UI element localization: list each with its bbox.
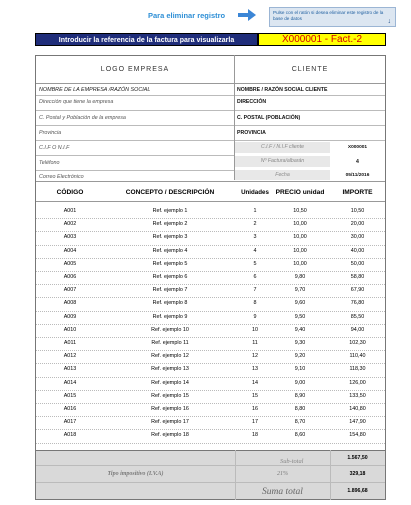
- cell-importe: 110,40: [349, 353, 366, 360]
- cell-codigo: A014: [63, 379, 77, 386]
- header-rule: [36, 201, 385, 202]
- cell-codigo: A012: [63, 353, 77, 360]
- eliminar-label: Para eliminar registro: [148, 11, 226, 20]
- cell-precio: 9,20: [294, 353, 306, 360]
- cell-codigo: A007: [63, 287, 77, 294]
- header-line: [36, 83, 385, 84]
- cell-unidades: 18: [252, 432, 258, 439]
- subtotal-label: Sub-total: [280, 458, 304, 465]
- cell-unidades: 16: [252, 406, 258, 412]
- cell-importe: 76,80: [350, 300, 365, 307]
- cell-importe: 10,50: [350, 208, 365, 214]
- client-rule: [235, 110, 385, 111]
- company-rule: [36, 110, 234, 111]
- cell-unidades: 14: [252, 379, 258, 386]
- row-divider: [36, 324, 385, 325]
- cell-unidades: 3: [253, 234, 257, 241]
- company-rule: [36, 155, 234, 156]
- company-email: Correo Electrónico: [39, 174, 84, 180]
- cell-concepto: Ref. ejemplo 13: [151, 366, 189, 373]
- cell-precio: 10,00: [293, 234, 307, 241]
- row-divider: [36, 337, 385, 338]
- cell-codigo: A003: [63, 234, 77, 241]
- company-logo: LOGO EMPRESA: [100, 66, 170, 73]
- col-header-concepto: CONCEPTO / DESCRIPCIÓN: [125, 189, 215, 196]
- row-divider: [36, 416, 385, 417]
- row-divider: [36, 218, 385, 219]
- company-rule: [36, 125, 234, 126]
- row-divider: [36, 271, 385, 272]
- cell-codigo: A008: [63, 300, 77, 307]
- row-divider: [36, 297, 385, 298]
- cell-importe: 50,00: [350, 260, 365, 267]
- invoice-date-label: Fecha: [235, 170, 330, 180]
- row-divider: [36, 258, 385, 259]
- cell-unidades: 4: [253, 247, 257, 254]
- cell-concepto: Ref. ejemplo 1: [152, 208, 188, 214]
- cell-precio: 9,50: [294, 313, 306, 320]
- cell-importe: 40,00: [350, 247, 365, 254]
- cell-concepto: Ref. ejemplo 10: [151, 326, 189, 333]
- cell-unidades: 15: [252, 392, 258, 399]
- cell-importe: 102,30: [349, 340, 366, 346]
- row-divider: [36, 284, 385, 285]
- cell-precio: 9,10: [294, 366, 306, 373]
- company-name: NOMBRE DE LA EMPRESA /RAZÓN SOCIAL: [39, 87, 151, 93]
- cell-concepto: Ref. ejemplo 8: [152, 300, 188, 307]
- row-divider: [36, 429, 385, 430]
- client-rule: [235, 95, 385, 96]
- client-name: NOMBRE / RAZÓN SOCIAL CLIENTE: [237, 87, 328, 93]
- cell-importe: 126,00: [349, 379, 366, 386]
- cell-unidades: 6: [253, 274, 257, 280]
- row-divider: [36, 231, 385, 232]
- client-rule: [235, 125, 385, 126]
- client-postal: C. POSTAL (POBLACIÓN): [237, 115, 301, 121]
- row-divider: [36, 311, 385, 312]
- cell-codigo: A004: [63, 247, 77, 254]
- cell-unidades: 11: [252, 340, 258, 346]
- cell-precio: 9,30: [294, 340, 306, 346]
- tax-rate: 21%: [277, 471, 288, 477]
- cell-concepto: Ref. ejemplo 12: [151, 353, 189, 360]
- row-divider: [36, 350, 385, 351]
- cell-unidades: 1: [253, 208, 257, 214]
- totals-rule: [36, 465, 385, 466]
- arrow-down-icon: ↓: [387, 18, 391, 25]
- sum-label: Suma total: [262, 487, 303, 497]
- cell-precio: 8,70: [294, 419, 306, 426]
- col-header-importe: IMPORTE: [342, 189, 373, 196]
- cell-concepto: Ref. ejemplo 17: [151, 419, 189, 426]
- cell-precio: 8,60: [294, 432, 306, 439]
- cell-concepto: Ref. ejemplo 7: [152, 287, 188, 294]
- cell-unidades: 13: [252, 366, 258, 373]
- sum-value: 1.896,68: [347, 488, 368, 494]
- client-province: PROVINCIA: [237, 130, 266, 136]
- cell-concepto: Ref. ejemplo 2: [152, 221, 188, 228]
- cell-importe: 118,30: [349, 366, 366, 373]
- row-divider: [36, 390, 385, 391]
- cell-codigo: A013: [63, 366, 77, 373]
- cell-concepto: Ref. ejemplo 15: [151, 392, 189, 399]
- cell-codigo: A009: [63, 313, 77, 320]
- cell-unidades: 5: [253, 260, 257, 267]
- cell-unidades: 17: [252, 419, 258, 426]
- cell-importe: 85,50: [350, 313, 365, 320]
- arrow-right-icon: [238, 9, 256, 21]
- cell-concepto: Ref. ejemplo 18: [151, 432, 189, 439]
- cell-unidades: 9: [253, 313, 257, 320]
- cell-codigo: A018: [63, 432, 77, 439]
- cell-precio: 9,80: [294, 274, 306, 280]
- delete-record-button[interactable]: [269, 7, 396, 27]
- invoice-number-value: 4: [356, 159, 359, 165]
- cell-importe: 58,80: [350, 274, 365, 280]
- cell-concepto: Ref. ejemplo 14: [151, 379, 189, 386]
- company-rule: [36, 170, 234, 171]
- client-title: CLIENTE: [291, 66, 329, 73]
- row-divider: [36, 363, 385, 364]
- delete-record-button-label: Pulse con el ratón si desea eliminar este registro de la base de datos: [273, 10, 384, 21]
- cell-codigo: A010: [63, 326, 77, 333]
- company-province: Provincia: [39, 130, 62, 136]
- cell-concepto: Ref. ejemplo 3: [152, 234, 188, 241]
- cell-precio: 10,00: [293, 221, 307, 228]
- company-rule: [36, 95, 234, 96]
- cell-importe: 30,00: [350, 234, 365, 241]
- cell-concepto: Ref. ejemplo 6: [152, 274, 188, 280]
- reference-prompt: Introducir la referencia de la factura para visualizarla: [35, 33, 258, 46]
- company-cif: C.I.F O N.I.F: [39, 145, 70, 151]
- cell-unidades: 2: [253, 221, 257, 228]
- cell-importe: 154,80: [349, 432, 366, 439]
- cell-codigo: A001: [63, 208, 77, 214]
- cell-precio: 9,00: [294, 379, 306, 386]
- row-divider: [36, 443, 385, 444]
- cell-precio: 9,70: [294, 287, 306, 294]
- cell-codigo: A005: [63, 260, 77, 267]
- company-rule: [36, 140, 234, 141]
- row-divider: [36, 245, 385, 246]
- cell-codigo: A002: [63, 221, 77, 228]
- cell-precio: 10,50: [293, 208, 307, 214]
- cell-concepto: Ref. ejemplo 16: [151, 406, 189, 412]
- client-cif-label: C.I.F / N.I.F cliente: [235, 142, 330, 153]
- cell-precio: 9,60: [294, 300, 306, 307]
- cell-codigo: A006: [63, 274, 77, 280]
- row-divider: [36, 377, 385, 378]
- cell-importe: 147,90: [349, 419, 366, 426]
- cell-precio: 10,00: [293, 247, 307, 254]
- subtotal-value: 1.567,50: [347, 455, 368, 461]
- cell-unidades: 10: [252, 326, 258, 333]
- client-rule: [235, 140, 385, 141]
- cell-precio: 10,00: [293, 260, 307, 267]
- row-divider: [36, 403, 385, 404]
- cell-codigo: A017: [63, 419, 77, 426]
- cell-concepto: Ref. ejemplo 4: [152, 247, 188, 254]
- cell-precio: 9,40: [294, 326, 306, 333]
- invoice-number-label: Nº Factura/albarán: [235, 156, 330, 167]
- tax-value: 329,18: [349, 471, 366, 477]
- table-top-line: [36, 181, 385, 182]
- invoice-reference-input[interactable]: X000001 - Fact.-2: [258, 33, 386, 46]
- col-header-precio: PRECIO unidad: [275, 189, 325, 196]
- client-cif-value: X000001: [347, 145, 368, 150]
- cell-importe: 20,00: [350, 221, 365, 228]
- cell-codigo: A011: [63, 340, 77, 346]
- col-header-codigo: CÓDIGO: [56, 189, 84, 196]
- cell-precio: 8,80: [294, 406, 306, 412]
- cell-importe: 94,00: [350, 326, 365, 333]
- company-postal: C. Postal y Población de la empresa: [39, 115, 126, 121]
- cell-unidades: 12: [252, 353, 258, 360]
- cell-concepto: Ref. ejemplo 5: [152, 260, 188, 267]
- totals-rule: [36, 482, 385, 483]
- cell-precio: 8,90: [294, 392, 306, 399]
- cell-unidades: 7: [253, 287, 257, 294]
- cell-concepto: Ref. ejemplo 11: [151, 340, 189, 346]
- cell-unidades: 8: [253, 300, 257, 307]
- client-address: DIRECCIÓN: [237, 99, 267, 105]
- cell-importe: 133,50: [349, 392, 366, 399]
- cell-codigo: A015: [63, 392, 77, 399]
- cell-importe: 67,90: [350, 287, 365, 294]
- cell-importe: 140,80: [349, 406, 366, 412]
- company-address: Dirección que tiene la empresa: [39, 99, 114, 105]
- col-header-unidades: Unidades: [241, 189, 269, 196]
- company-phone: Teléfono: [39, 160, 60, 166]
- cell-codigo: A016: [63, 406, 77, 412]
- cell-concepto: Ref. ejemplo 9: [152, 313, 188, 320]
- invoice-date-value: 05/11/2016: [345, 173, 370, 178]
- tax-label: Tipo impositivo (I.V.A): [107, 471, 164, 477]
